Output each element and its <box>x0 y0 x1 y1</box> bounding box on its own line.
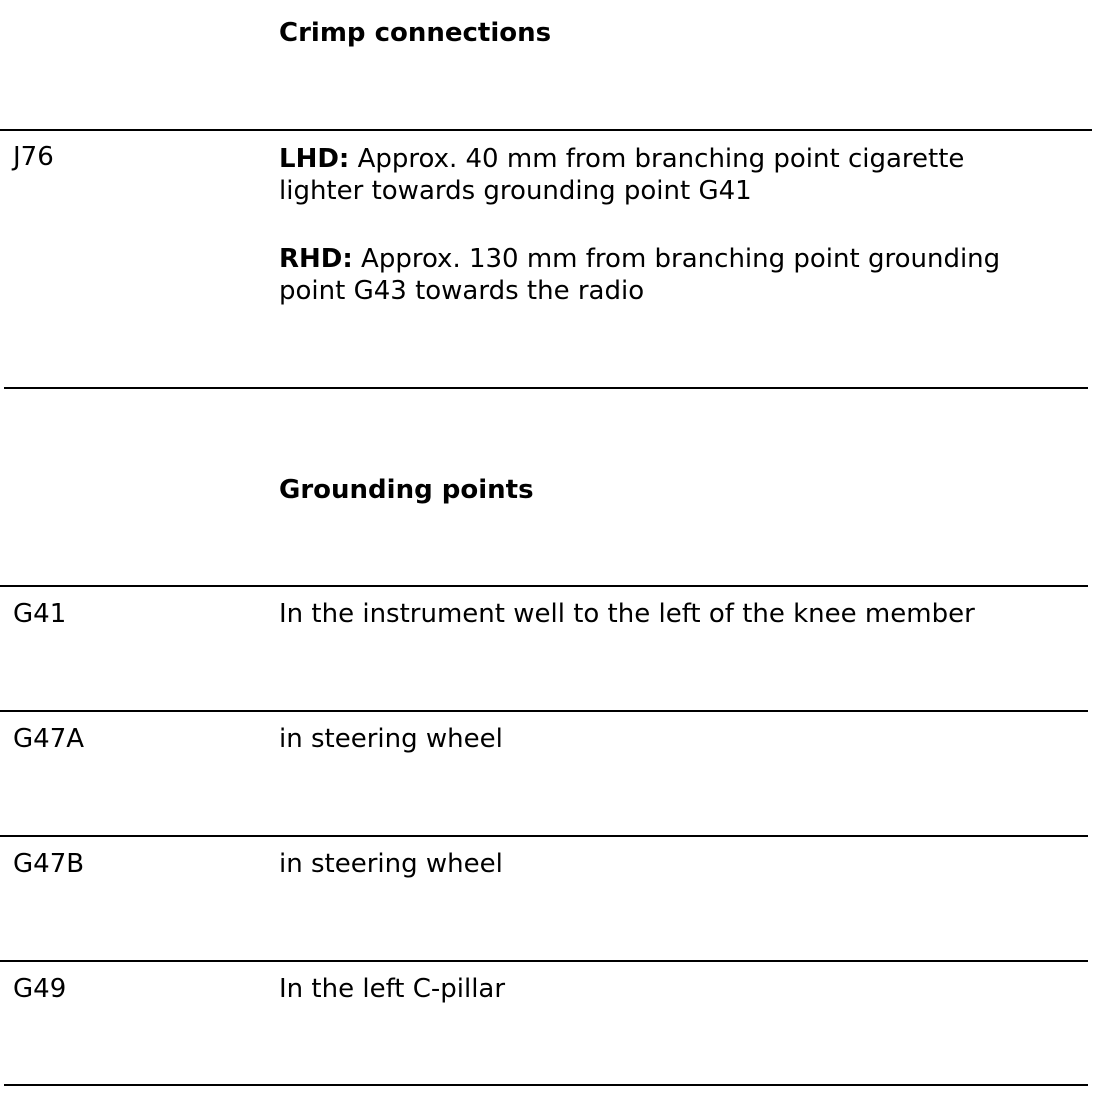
connection-description <box>279 143 1000 307</box>
table-divider <box>4 387 1088 389</box>
grounding-description: in steering wheel <box>279 849 503 879</box>
crimp-connections-heading: Crimp connections <box>279 18 552 48</box>
grounding-code: G47B <box>13 849 85 879</box>
connection-code: J76 <box>13 142 54 172</box>
grounding-code: G47A <box>13 724 85 754</box>
rhd-label: RHD: <box>279 244 353 274</box>
table-divider <box>0 710 1088 712</box>
table-divider <box>0 585 1088 587</box>
table-divider <box>4 1084 1088 1086</box>
lhd-text-line-2: lighter towards grounding point G41 <box>279 176 752 206</box>
rhd-text-line-2: point G43 towards the radio <box>279 276 645 306</box>
rhd-paragraph <box>279 243 1000 307</box>
lhd-label: LHD: <box>279 144 350 174</box>
grounding-code: G49 <box>13 974 67 1004</box>
table-divider <box>0 129 1092 131</box>
rhd-text-line-1: Approx. 130 mm from branching point grounding <box>361 244 1001 274</box>
lhd-text-line-1: Approx. 40 mm from branching point cigarette <box>357 144 965 174</box>
grounding-points-heading: Grounding points <box>279 475 534 505</box>
grounding-code: G41 <box>13 599 67 629</box>
grounding-description: in steering wheel <box>279 724 503 754</box>
lhd-paragraph <box>279 143 1000 207</box>
table-divider <box>0 835 1088 837</box>
grounding-description: In the left C-pillar <box>279 974 506 1004</box>
table-divider <box>0 960 1088 962</box>
grounding-description: In the instrument well to the left of the knee member <box>279 599 975 629</box>
